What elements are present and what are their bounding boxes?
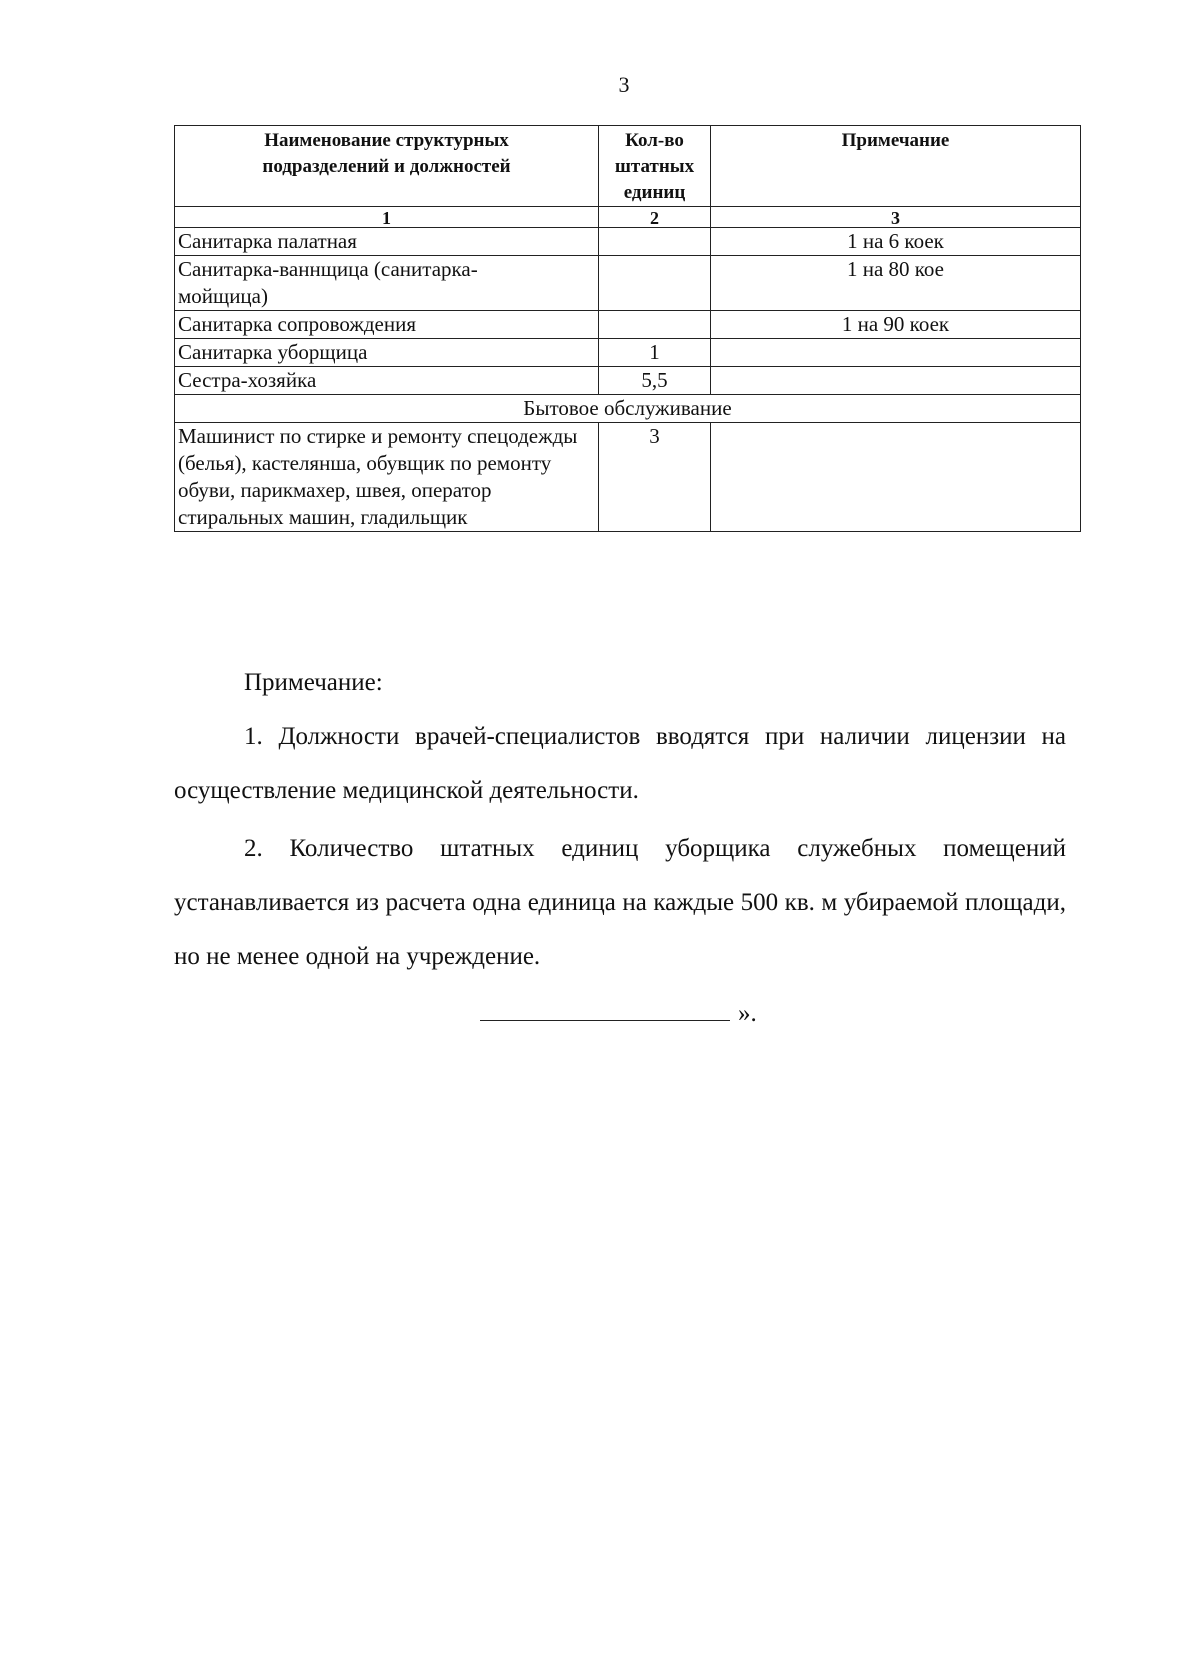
notes-heading: Примечание: [244,669,383,696]
position-count: 3 [599,423,711,532]
table-row [175,256,1081,311]
position-name: Санитарка уборщица [175,339,599,367]
position-count [599,311,711,339]
header-note: Примечание [711,126,1081,207]
column-number-row [175,207,1081,228]
note-item: 1. Должности врачей-специалистов вводятся при наличии лицензии на осуществление медицинской деятельности. [174,723,1066,804]
position-note [711,367,1081,395]
column-number: 1 [175,207,599,228]
table-header-row [175,126,1081,207]
position-note: 1 на 80 кое [711,256,1081,311]
position-count [599,256,711,311]
table-row [175,228,1081,256]
position-count: 1 [599,339,711,367]
position-name: Машинист по стирке и ремонту спецодежды (белья), кастелянша, обувщик по ремонту обуви, парикмахер, швея, оператор стиральных машин, гладильщик [175,423,599,532]
column-number: 3 [711,207,1081,228]
position-note: 1 на 90 коек [711,311,1081,339]
header-count: Кол-во штатных единиц [599,126,711,207]
position-count: 5,5 [599,367,711,395]
section-title: Бытовое обслуживание [175,395,1081,423]
table-row [175,339,1081,367]
page-number: 3 [618,72,630,97]
position-name: Санитарка-ваннщица (санитарка-мойщица) [175,256,599,311]
table-row [175,367,1081,395]
position-name: Сестра-хозяйка [175,367,599,395]
staff-table [174,125,1081,532]
position-name: Санитарка палатная [175,228,599,256]
closing-mark: ». [738,1000,757,1027]
signature-line [480,998,730,1021]
position-count [599,228,711,256]
note-item: 2. Количество штатных единиц уборщика служебных помещений устанавливается из расчета одна единица на каждые 500 кв. м убираемой площади, но не менее одной на учреждение. [174,835,1066,970]
closing-line [480,998,757,1028]
position-note [711,339,1081,367]
table-row [175,311,1081,339]
header-name: Наименование структурных подразделений и должностей [175,126,599,207]
position-note: 1 на 6 коек [711,228,1081,256]
notes-block [174,656,1066,984]
position-name: Санитарка сопровождения [175,311,599,339]
section-row [175,395,1081,423]
column-number: 2 [599,207,711,228]
position-note [711,423,1081,532]
table-row [175,423,1081,532]
